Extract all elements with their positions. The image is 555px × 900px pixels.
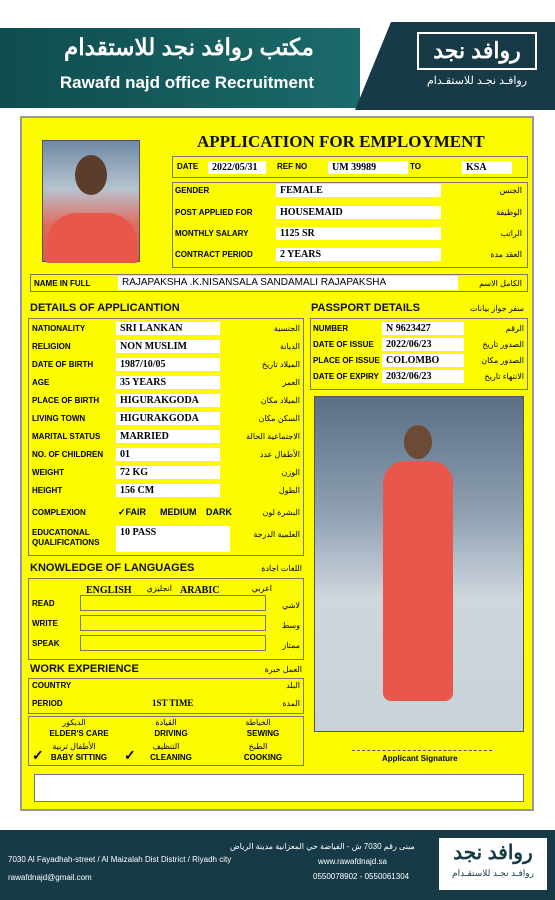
skill-label: DRIVING: [154, 729, 188, 738]
work-section-title-arabic: العمل خبرة: [264, 665, 302, 674]
signature-line: [352, 750, 492, 751]
passport-value: N 9623427: [382, 322, 464, 335]
detail-value: SRI LANKAN: [116, 322, 220, 335]
footer-logo-subtitle: روافـد نجـد للاستقـدام: [452, 868, 534, 878]
skill-checkmark: ✓: [124, 747, 136, 763]
first-time-value: 1ST TIME: [152, 698, 194, 708]
footer-logo-text: روافد نجد: [453, 842, 533, 864]
application-form: [20, 116, 534, 811]
skill-label: BABY SITTING: [50, 753, 108, 762]
detail-label: HEIGHT: [32, 486, 63, 495]
skill-label-arabic: الخياطة: [245, 718, 271, 727]
detail-value: 72 KG: [116, 466, 220, 479]
detail-label-arabic: الديانة: [279, 342, 300, 351]
complexion-dark: DARK: [206, 507, 232, 517]
passport-section-title-arabic: سفر جواز بيانات: [469, 304, 524, 313]
period-label: PERIOD: [32, 699, 63, 708]
passport-label: NUMBER: [313, 324, 349, 333]
languages-section-title: KNOWLEDGE OF LANGUAGES: [30, 562, 195, 574]
education-value: 10 PASS: [116, 526, 230, 552]
skill-label: SEWING: [246, 729, 280, 738]
gender-label-arabic: الجنس: [499, 186, 522, 195]
detail-label: LIVING TOWN: [32, 414, 86, 423]
detail-value: 35 YEARS: [116, 376, 220, 389]
language-row-cells: [80, 635, 266, 651]
salary-label-arabic: الراتب: [500, 229, 522, 238]
complexion-fair: ✓FAIR: [118, 507, 147, 517]
contract-label-arabic: العقد مدة: [490, 250, 522, 259]
contract-label: CONTRACT PERIOD: [175, 250, 253, 259]
skill-label: COOKING: [243, 753, 283, 762]
lang-english-arabic: انجليزي: [146, 584, 172, 593]
skill-label-arabic: الطبخ: [248, 742, 268, 751]
post-label-arabic: الوظيفة: [496, 208, 522, 217]
passport-label-arabic: الصدور تاريخ: [482, 340, 524, 349]
country-label: COUNTRY: [32, 681, 72, 690]
date-value: 2022/05/31: [208, 161, 266, 174]
skill-label: ELDER'S CARE: [49, 729, 109, 738]
to-label: TO: [410, 162, 421, 171]
form-title: APPLICATION FOR EMPLOYMENT: [197, 132, 485, 151]
detail-label-arabic: الطول: [278, 486, 300, 495]
skill-label-arabic: التنظيف: [152, 742, 180, 751]
language-row-arabic: ممتاز: [282, 641, 300, 650]
detail-label: PLACE OF BIRTH: [32, 396, 100, 405]
complexion-medium: MEDIUM: [160, 507, 197, 517]
skill-checkmark: ✓: [32, 747, 44, 763]
skill-label: CLEANING: [150, 753, 192, 762]
ref-value: UM 39989: [328, 161, 408, 174]
complexion-label: COMPLEXION: [32, 508, 86, 517]
detail-label-arabic: الميلاد مكان: [260, 396, 300, 405]
signature-label: Applicant Signature: [382, 754, 458, 763]
applicant-photo-small: [42, 140, 140, 262]
gender-value: FEMALE: [276, 184, 441, 197]
notes-box: [34, 774, 524, 802]
detail-label-arabic: الميلاد تاريخ: [261, 360, 300, 369]
to-value: KSA: [462, 161, 512, 174]
footer-address-arabic: مبنى رقم 7030 ش - الفياضة حي المعزانية مدينة الرياض: [230, 842, 415, 851]
language-row-label: READ: [32, 599, 55, 608]
detail-label-arabic: الأطفال عدد: [259, 450, 300, 459]
language-row-arabic: لاشي: [282, 601, 300, 610]
detail-value: HIGURAKGODA: [116, 394, 220, 407]
lang-arabic-label: ARABIC: [180, 585, 220, 596]
passport-label-arabic: الانتهاء تاريخ: [484, 372, 524, 381]
complexion-label-arabic: البشرة لون: [262, 508, 300, 517]
footer-address: 7030 Al Fayadhah-street / Al Maizalah Dist District / Riyadh city: [8, 855, 232, 864]
detail-value: MARRIED: [116, 430, 220, 443]
detail-label: AGE: [32, 378, 50, 387]
gender-label: GENDER: [175, 186, 210, 195]
detail-label-arabic: الاجتماعية الحالة: [246, 432, 300, 441]
detail-value: 01: [116, 448, 220, 461]
language-row-cells: [80, 615, 266, 631]
footer-website[interactable]: www.rawafdnajd.sa: [318, 857, 387, 866]
post-value: HOUSEMAID: [276, 206, 441, 219]
education-label: EDUCATIONAL QUALIFICATIONS: [32, 528, 100, 547]
detail-label-arabic: السكن مكان: [258, 414, 300, 423]
name-label: NAME IN FULL: [34, 279, 91, 288]
contract-value: 2 YEARS: [276, 248, 441, 261]
skill-label-arabic: الأطفال تربية: [52, 742, 96, 751]
detail-value: NON MUSLIM: [116, 340, 220, 353]
salary-value: 1125 SR: [276, 227, 441, 240]
detail-label-arabic: الجنسية: [273, 324, 300, 333]
period-label-arabic: المدة: [282, 699, 300, 708]
detail-label: NATIONALITY: [32, 324, 86, 333]
detail-label: WEIGHT: [32, 468, 64, 477]
detail-label: MARITAL STATUS: [32, 432, 101, 441]
salary-label: MONTHLY SALARY: [175, 229, 249, 238]
lang-arabic-arabic: اعربي: [251, 584, 272, 593]
detail-label-arabic: الوزن: [281, 468, 300, 477]
detail-value: 1987/10/05: [116, 358, 220, 371]
post-label: POST APPLIED FOR: [175, 208, 253, 217]
applicant-photo-full: [314, 396, 524, 732]
passport-value: 2022/06/23: [382, 338, 464, 351]
language-row-arabic: وسط: [281, 621, 300, 630]
company-logo: روافد نجد: [417, 32, 537, 70]
header-title-arabic: مكتب روافد نجد للاستقدام: [64, 34, 314, 60]
footer-logo: [439, 838, 547, 890]
page-header: [0, 0, 555, 112]
language-row-label: SPEAK: [32, 639, 60, 648]
applicant-figure: [377, 425, 459, 705]
name-value: RAJAPAKSHA .K.NISANSALA SANDAMALI RAJAPAKSHA: [118, 276, 458, 290]
passport-label: PLACE OF ISSUE: [313, 356, 380, 365]
detail-label-arabic: العمر: [282, 378, 300, 387]
work-section-title: WORK EXPERIENCE: [30, 663, 139, 675]
passport-label-arabic: الصدور مكان: [481, 356, 524, 365]
detail-label: DATE OF BIRTH: [32, 360, 94, 369]
passport-value: COLOMBO: [382, 354, 464, 367]
detail-label: RELIGION: [32, 342, 71, 351]
ref-label: REF NO: [277, 162, 308, 171]
passport-section-title: PASSPORT DETAILS: [311, 302, 420, 314]
language-row-cells: [80, 595, 266, 611]
education-label-arabic: العلمية الدرجة: [253, 530, 300, 539]
languages-section-title-arabic: اللغات اجادة: [261, 564, 302, 573]
header-title-english: Rawafd najd office Recruitment: [59, 73, 314, 92]
company-logo-subtitle: روافـد نجـد للاستقـدام: [426, 75, 528, 87]
skill-label-arabic: القيادة: [155, 718, 177, 727]
language-row-label: WRITE: [32, 619, 58, 628]
country-label-arabic: البلد: [286, 681, 300, 690]
lang-english-label: ENGLISH: [86, 585, 132, 596]
footer-phones: 0550078902 - 0550061304: [313, 872, 410, 881]
detail-value: HIGURAKGODA: [116, 412, 220, 425]
details-section-title: DETAILS OF APPLICANTION: [30, 302, 180, 314]
passport-label: DATE OF EXPIRY: [313, 372, 379, 381]
detail-label: NO. OF CHILDREN: [32, 450, 104, 459]
name-label-arabic: الكامل الاسم: [479, 279, 522, 288]
skill-label-arabic: الديكور: [62, 718, 86, 727]
detail-value: 156 CM: [116, 484, 220, 497]
passport-label: DATE OF ISSUE: [313, 340, 374, 349]
passport-label-arabic: الرقم: [505, 324, 524, 333]
passport-value: 2032/06/23: [382, 370, 464, 383]
footer-email[interactable]: rawafdnajd@gmail.com: [8, 873, 92, 882]
date-label: DATE: [177, 162, 199, 171]
